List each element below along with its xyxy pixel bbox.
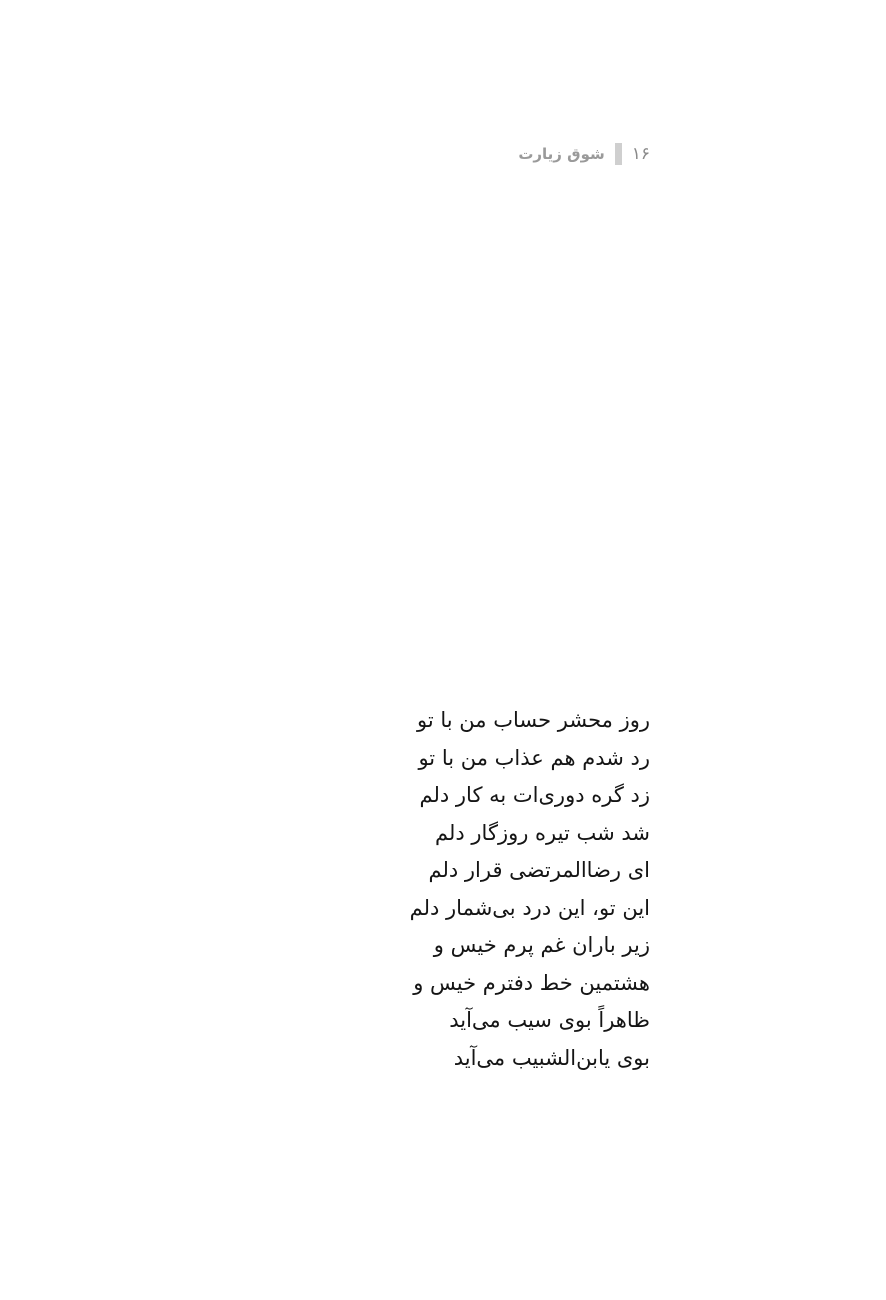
poem [230,702,650,1077]
poem-line: این تو، این درد بی‌شمار دلم [409,895,650,920]
book-title: شوق زیارت [518,145,605,163]
poem-line: زیر باران غم پرم خیس و [433,933,650,957]
poem-line: روز محشر حساب من با تو [417,708,650,732]
poem-line: ظاهراً بوی سیب می‌آید [449,1008,650,1032]
poem-line: زد گره دوری‌ات به کار دلم [419,783,650,807]
header-divider-bar [615,143,622,165]
poem-line: بوی یابن‌الشبیب می‌آید [453,1045,650,1070]
poem-line: رد شدم هم عذاب من با تو [418,745,650,770]
poem-line: شد شب تیره روزگار دلم [435,820,650,845]
poem-line: هشتمین خط دفترم خیس و [413,970,650,995]
page-number: ۱۶ [631,144,650,164]
poem-line: ای رضاالمرتضی قرار دلم [428,858,650,882]
running-header [518,140,650,168]
